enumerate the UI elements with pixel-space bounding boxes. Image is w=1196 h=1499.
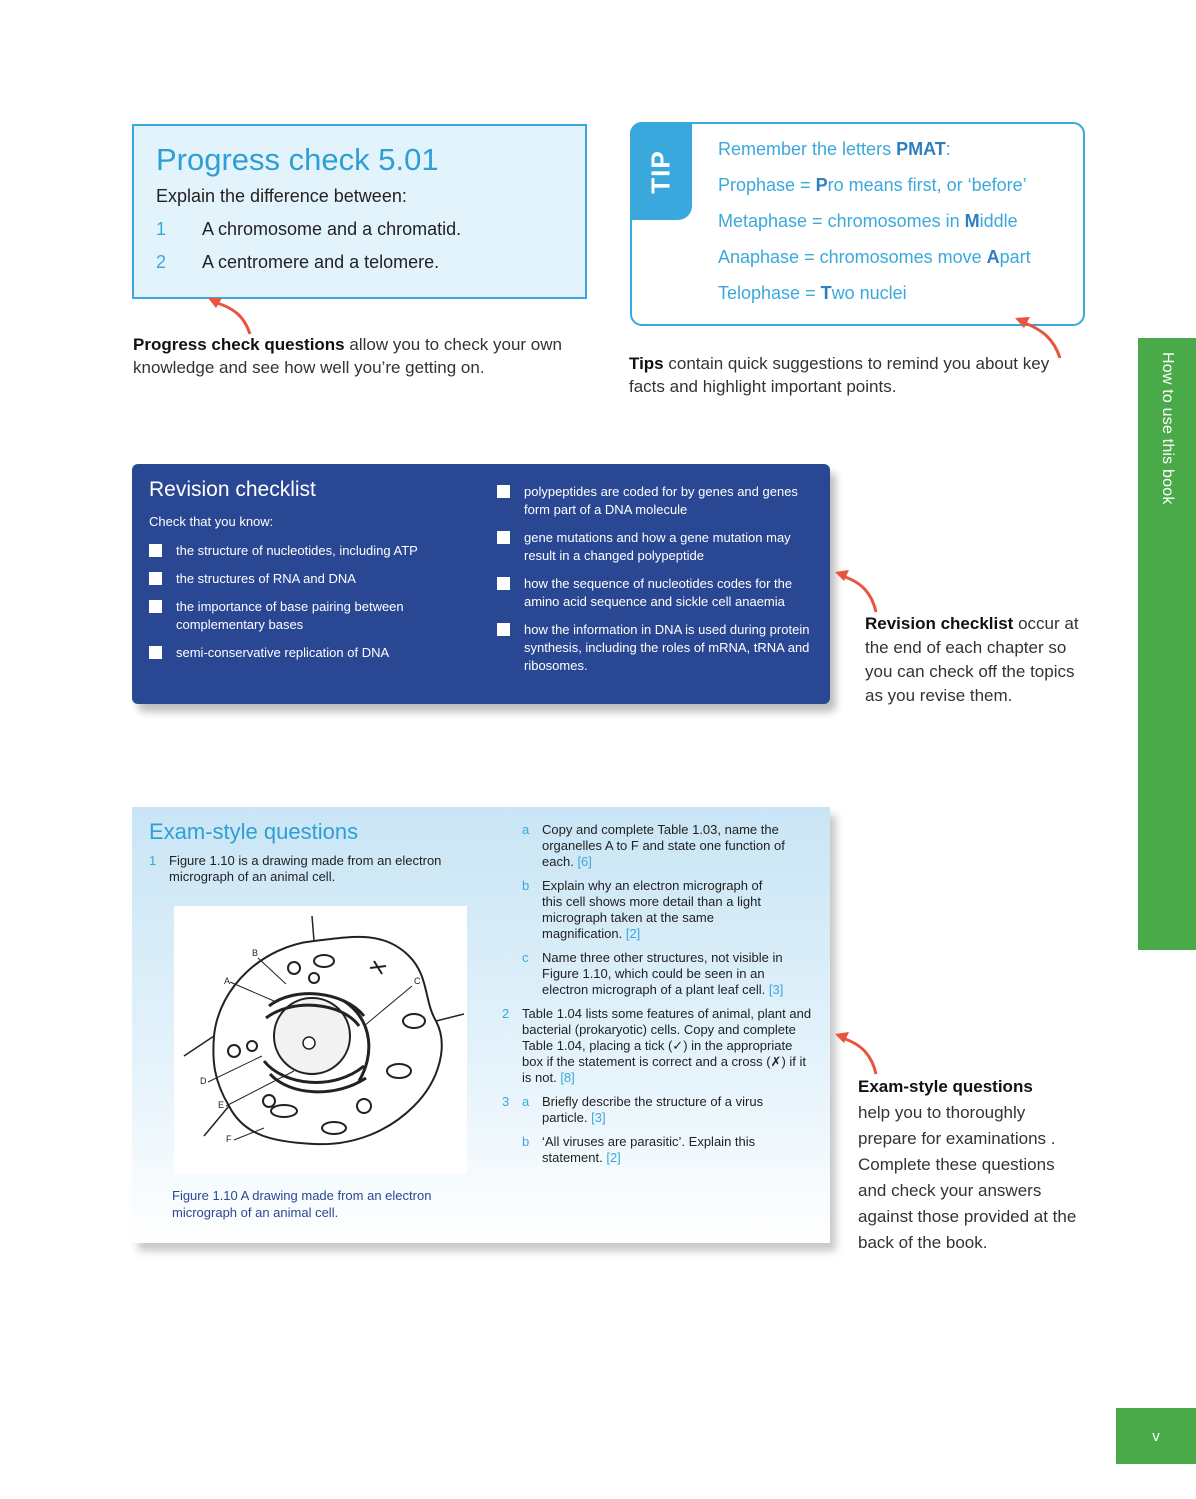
progress-item-text: A chromosome and a chromatid. [202,219,462,239]
question-3b: b ‘All viruses are parasitic’. Explain this statement. [2] [522,1134,756,1165]
checkbox[interactable] [497,531,510,544]
figure-label: E [218,1100,225,1110]
revision-checklist-box [132,464,830,704]
figure-label: A [224,976,231,986]
checklist-item: the importance of base pairing between complementary bases [149,598,449,634]
checkbox[interactable] [149,572,162,585]
question-1: 1 Figure 1.10 is a drawing made from an electron micrograph of an animal cell. [149,853,442,884]
checkbox[interactable] [497,485,510,498]
tips-caption [629,352,1089,398]
progress-check-intro: Explain the difference between: [156,186,407,206]
exam-questions-box [132,807,830,1243]
progress-check-box [132,124,587,299]
caption-bold: Tips [629,354,664,373]
tip-line: Telophase = Two nuclei [718,283,907,303]
tip-line: Anaphase = chromosomes move Apart [718,247,1031,267]
checklist-item: gene mutations and how a gene mutation may result in a changed polypeptide [497,529,812,565]
caption-text: occur at the end of each chapter so you can check off the topics as you revise them. [865,614,1079,705]
checkbox[interactable] [149,544,162,557]
checkbox[interactable] [149,600,162,613]
caption-text: help you to thoroughly prepare for examinations . Complete these questions and check your answers against those provided at the back of the book. [858,1103,1077,1252]
figure-caption: Figure 1.10 A drawing made from an electron micrograph of an animal cell. [172,1188,432,1220]
checklist-item: polypeptides are coded for by genes and genes form part of a DNA molecule [497,483,812,519]
caption-text: contain quick suggestions to remind you about key facts and highlight important points. [629,354,1050,396]
caption-bold: Exam-style questions [858,1077,1033,1096]
checklist-item: how the sequence of nucleotides codes for the amino acid sequence and sickle cell anaemia [497,575,812,611]
progress-item-number: 1 [156,219,167,239]
question-2: 2 Table 1.04 lists some features of animal, plant and bacterial (prokaryotic) cells. Copy and complete Table 1.04, placing a tick (✓) in the appropriate box if the statement is correct and a cross (✗) if it is not. [8] [502,1006,812,1085]
exam-caption [858,1074,1083,1256]
caption-bold: Revision checklist [865,614,1014,633]
animal-cell-figure [174,906,467,1174]
exam-arrow-icon [832,1028,882,1078]
tip-tab [630,122,692,220]
progress-arrow-icon [200,292,260,338]
side-tab-label: How to use this book [1159,352,1176,505]
figure-label: D [200,1076,207,1086]
checklist-item: the structures of RNA and DNA [149,570,449,588]
checkbox[interactable] [497,623,510,636]
progress-check-caption [133,333,593,379]
tip-tab-label: TIP [645,150,676,194]
progress-check-item [156,252,563,273]
progress-item-text: A centromere and a telomere. [202,252,440,272]
tip-lines [718,136,1031,316]
figure-label: B [252,948,259,958]
progress-check-item [156,219,563,240]
checklist-item: semi-conservative replication of DNA [149,644,449,662]
revision-right-column [497,483,812,685]
revision-caption [865,612,1085,708]
question-1b: b Explain why an electron micrograph of this cell shows more detail than a light micrograph taken at the same magnification. [2] [522,878,763,941]
figure-label: F [226,1134,232,1144]
checkbox[interactable] [149,646,162,659]
tip-line: Prophase = Pro means first, or ‘before’ [718,175,1027,195]
exam-right-column [502,822,812,1174]
question-1c: c Name three other structures, not visible in Figure 1.10, which could be seen in an electron micrograph of a plant leaf cell. [3] [522,950,784,997]
question-3a: 3 a Briefly describe the structure of a virus particle. [3] [502,1094,764,1125]
revision-title: Revision checklist [149,478,316,501]
checklist-item: the structure of nucleotides, including ATP [149,542,449,560]
chapter-side-tab [1138,338,1196,950]
exam-title: Exam-style questions [149,819,359,844]
figure-label: C [414,976,421,986]
exam-left-column [149,853,469,893]
checklist-item: how the information in DNA is used during protein synthesis, including the roles of mRNA, tRNA and ribosomes. [497,621,812,675]
progress-item-number: 2 [156,252,167,272]
revision-subtitle: Check that you know: [149,514,274,529]
question-1a: a Copy and complete Table 1.03, name the organelles A to F and state one function of each. [6] [522,822,785,869]
revision-arrow-icon [832,566,882,616]
progress-check-title: Progress check 5.01 [156,142,439,177]
caption-text: allow you to check your own knowledge and see how well you’re getting on. [133,335,562,377]
animal-cell-drawing [174,906,467,1174]
tip-line: Remember the letters PMAT: [718,139,951,159]
caption-bold: Progress check questions [133,335,345,354]
checkbox[interactable] [497,577,510,590]
page-number: v [1116,1408,1196,1464]
revision-left-column [149,542,449,672]
tip-line: Metaphase = chromosomes in Middle [718,211,1018,231]
